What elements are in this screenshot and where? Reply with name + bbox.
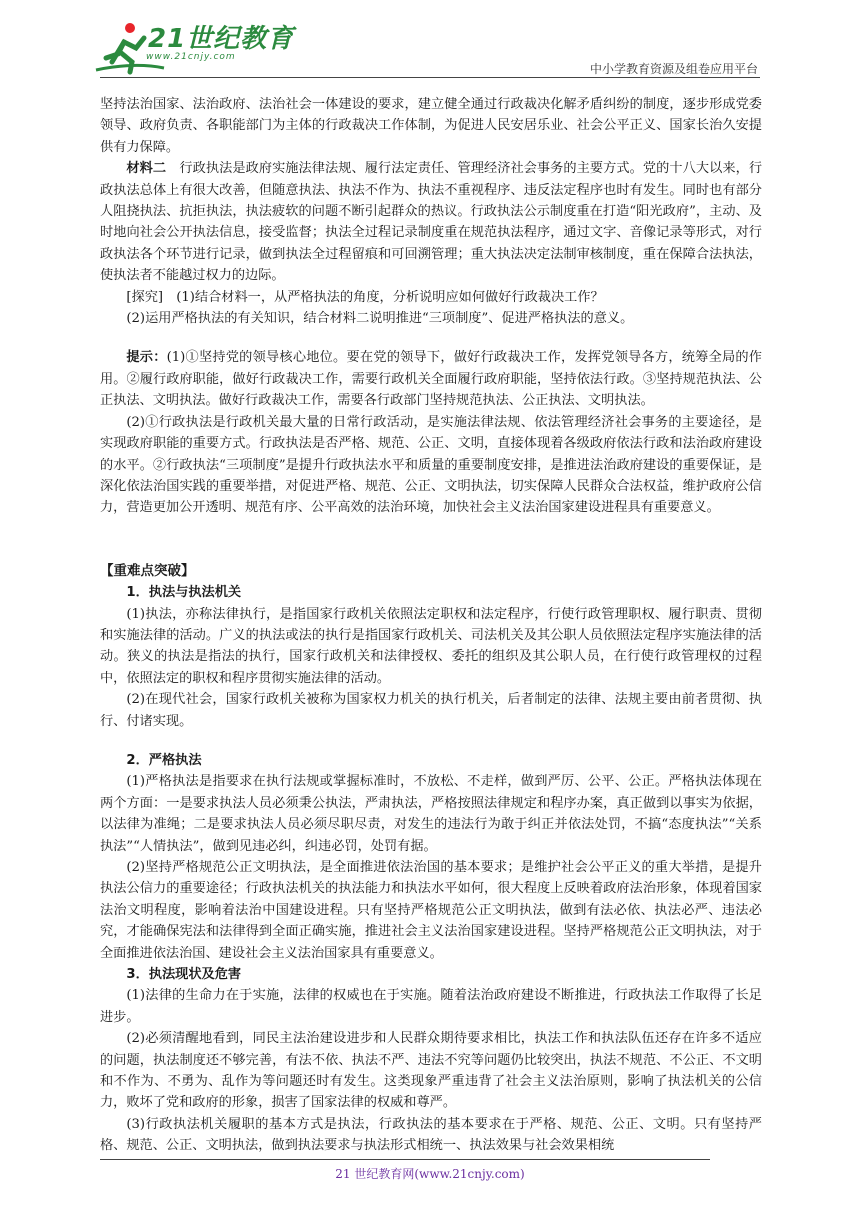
logo-url: www.21cnjy.com xyxy=(146,52,236,62)
header-rule xyxy=(100,77,760,78)
s3-paragraph-2: (2)必须清醒地看到，同民主法治建设进步和人民群众期待要求相比，执法工作和执法队伍还存在许多不适应的问题，执法制度还不够完善，有法不依、执法不严、违法不究等问题仍比较突出，执法不规范、不公正、不文明和不作为、不勇为、乱作为等问题还时有发生。这类现象严重违背了社会主义法治原则，影响了执法机关的公信力，败坏了党和政府的形象，损害了国家法律的权威和尊严。 xyxy=(100,1031,762,1111)
s3-paragraph-3: (3)行政执法机关履职的基本方式是执法，行政执法的基本要求在于严格、规范、公正、文明。只有坚持严格、规范、公正、文明执法，做到执法要求与执法形式相统一、执法效果与社会效果相统 xyxy=(100,1116,762,1154)
question-one-text: (1)结合材料一，从严格执法的角度，分析说明应如何做好行政裁决工作？ xyxy=(163,289,604,305)
explore-label: [探究] xyxy=(126,289,164,305)
s3-paragraph-1: (1)法律的生命力在于实施，法律的权威也在于实施。随着法治政府建设不断推进，行政执法工作取得了长足进步。 xyxy=(100,988,762,1025)
tip-two: (2)①行政执法是行政机关最大量的日常行政活动，是实施法律法规、依法管理经济社会事务的主要途径，是实现政府职能的重要方式。行政执法是否严格、规范、公正、文明，直接体现着各级政府依法行政和法治政府建设的水平。②行政执法“三项制度”是提升行政执法水平和质量的重要制度安排，是推进法治政府建设的重要保证，是深化依法治国实践的重要举措，对促进严格、规范、公正、文明执法，切实保障人民群众合法权益，维护政府公信力，营造更加公开透明、规范有序、公平高效的法治环境，加快社会主义法治国家建设进程具有重要意义。 xyxy=(100,414,762,516)
s1-paragraph-1: (1)执法，亦称法律执行，是指国家行政机关依照法定职权和法定程序，行使行政管理职权、履行职责、贯彻和实施法律的活动。广义的执法或法的执行是指国家行政机关、司法机关及其公职人员依照法定程序实施法律的活动。狭义的执法是指法的执行，国家行政机关和法律授权、委托的组织及其公职人员，在行使行政管理权的过程中，依照法定的职权和程序贯彻实施法律的活动。 xyxy=(100,606,762,686)
spacer xyxy=(100,732,762,750)
s1-paragraph-2: (2)在现代社会，国家行政机关被称为国家权力机关的执行机关，后者制定的法律、法规主要由前者贯彻、执行、付诸实现。 xyxy=(100,692,762,729)
section-title: 【重难点突破】 xyxy=(100,562,195,579)
platform-name: 中小学教育资源及组卷应用平台 xyxy=(589,62,758,76)
tip-label: 提示： xyxy=(126,350,167,366)
material-two-label: 材料二 xyxy=(126,161,167,177)
document-body xyxy=(100,94,762,1157)
footer-link[interactable]: 21 世纪教育网(www.21cnjy.com) xyxy=(335,1167,525,1181)
paragraph-material-two xyxy=(100,158,762,286)
material-two-text: 行政执法是政府实施法律法规、履行法定责任、管理经济社会事务的主要方式。党的十八大以来，行政执法总体上有很大改善，但随意执法、执法不作为、执法不重视程序、违反法定程序也时有发生。同时也有部分人阻挠执法、抗拒执法，执法疲软的问题不断引起群众的热议。行政执法公示制度重在打造“阳光政府”，主动、及时地向社会公开执法信息，接受监督；执法全过程记录制度重在规范执法程序，通过文字、音像记录等形式，对行政执法各个环节进行记录，做到执法全过程留痕和可回溯管理；重大执法决定法制审核制度，重在保障合法执法，使执法者不能越过权力的边际。 xyxy=(100,161,763,284)
question-two: (2)运用严格执法的有关知识，结合材料二说明推进“三项制度”、促进严格执法的意义。 xyxy=(126,311,634,327)
heading-one: 1．执法与执法机关 xyxy=(126,585,242,601)
footer-rule xyxy=(100,1159,710,1160)
page-header xyxy=(0,0,860,80)
heading-three: 3．执法现状及危害 xyxy=(126,967,242,983)
heading-two: 2．严格执法 xyxy=(126,752,202,768)
question-one xyxy=(100,287,762,308)
tip-one-text: (1)①坚持党的领导核心地位。要在党的领导下，做好行政裁决工作，发挥党领导各方，统筹全局的作用。②履行政府职能，做好行政裁决工作，需要行政机关全面履行政府职能，坚持依法行政。③坚持规范执法、公正执法、文明执法。做好行政裁决工作，需要各行政部门坚持规范执法、公正执法、文明执法。 xyxy=(100,350,762,409)
paragraph-material-one-end: 坚持法治国家、法治政府、法治社会一体建设的要求，建立健全通过行政裁决化解矛盾纠纷的制度，逐步形成党委领导、政府负责、各职能部门为主体的行政裁决工作体制，为促进人民安居乐业、社会公平正义、国家长治久安提供有力保障。 xyxy=(100,97,762,155)
s2-paragraph-1: (1)严格执法是指要求在执行法规或掌握标准时，不放松、不走样，做到严厉、公平、公正。严格执法体现在两个方面：一是要求执法人员必须秉公执法，严肃执法，严格按照法律规定和程序办案，真正做到以事实为依据，以法律为准绳；二是要求执法人员必须尽职尽责，对发生的违法行为敢于纠正并依法处罚，不搞“态度执法”“关系执法”“人情执法”，做到见违必纠，纠违必罚，处罚有据。 xyxy=(100,774,762,854)
s2-paragraph-2: (2)坚持严格规范公正文明执法，是全面推进依法治国的基本要求；是维护社会公平正义的重大举措，是提升执法公信力的重要途径；行政执法机关的执法能力和执法水平如何，很大程度上反映着政府法治形象，体现着国家法治文明程度，影响着法治中国建设进程。只有坚持严格规范公正文明执法，做到有法必依、执法必严、违法必究，才能确保宪法和法律得到全面正确实施，推进社会主义法治国家建设进程。坚持严格规范公正文明执法，对于全面推进依法治国、建设社会主义法治国家具有重要意义。 xyxy=(100,860,762,961)
logo-text: 21世纪教育 xyxy=(148,24,295,54)
spacer xyxy=(100,519,762,561)
tip-one xyxy=(100,347,762,411)
spacer xyxy=(100,329,762,347)
